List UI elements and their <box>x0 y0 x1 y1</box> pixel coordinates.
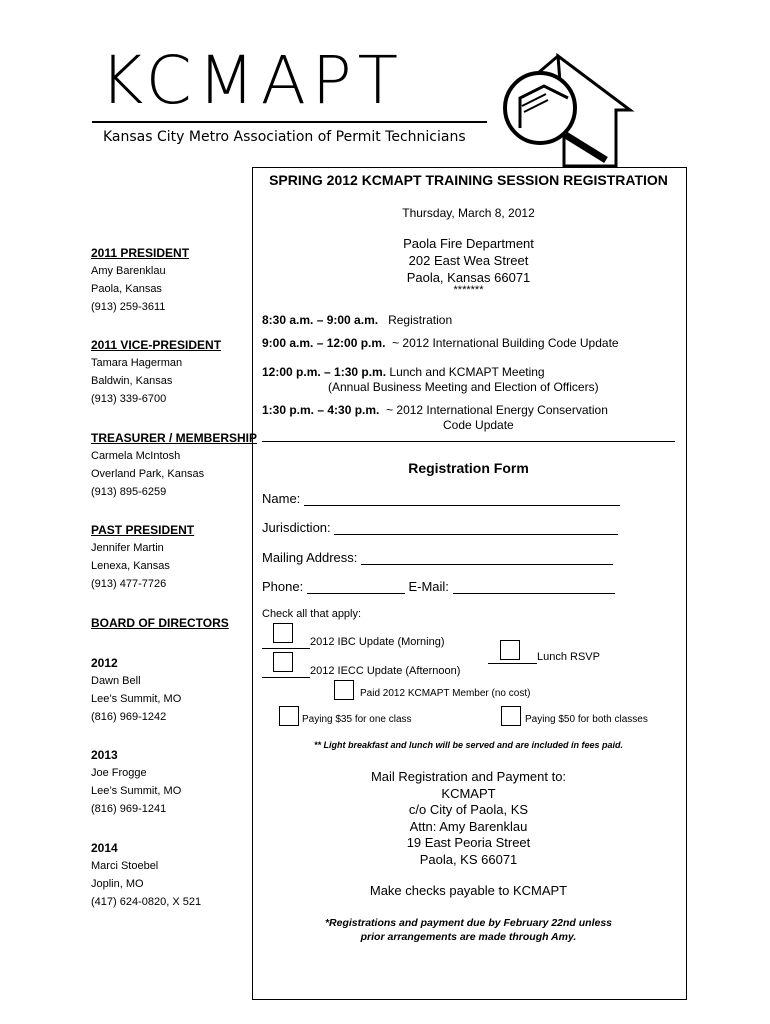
mailing-block <box>262 769 675 868</box>
mail-line-5: 19 East Peoria Street <box>406 835 531 850</box>
mail-line-6: Paola, KS 66071 <box>419 851 518 867</box>
mail-line-1: Mail Registration and Payment to: <box>370 769 567 784</box>
past-president-heading: PAST PRESIDENT <box>91 523 195 537</box>
venue-name: Paola Fire Department <box>403 236 534 251</box>
schedule-desc-3: Lunch and KCMAPT Meeting <box>389 365 545 379</box>
schedule-desc-4: ~ 2012 International Energy Conservation <box>386 403 608 417</box>
president-city: Paola, Kansas <box>91 283 162 295</box>
board-2014-block <box>91 839 251 911</box>
treasurer-heading: TREASURER / MEMBERSHIP <box>91 431 258 445</box>
schedule-desc-4b: Code Update <box>443 418 514 432</box>
ibc-underline <box>262 648 310 649</box>
schedule-desc-3b: (Annual Business Meeting and Election of Officers) <box>328 380 599 394</box>
board-2014-name: Marci Stoebel <box>91 860 159 872</box>
board-2014-phone: (417) 624-0820, X 521 <box>91 896 202 908</box>
board-2012-year: 2012 <box>91 656 118 670</box>
treasurer-block <box>91 429 261 501</box>
schedule-time-2: 9:00 a.m. – 12:00 p.m. <box>262 336 386 350</box>
member-option-label: Paid 2012 KCMAPT Member (no cost) <box>360 688 531 699</box>
venue-city: Paola, Kansas 66071 <box>406 270 531 285</box>
phone-email-row <box>262 579 615 594</box>
schedule-row-4 <box>262 403 608 417</box>
vice-president-heading: 2011 VICE-PRESIDENT <box>91 338 222 352</box>
phone-field[interactable] <box>307 579 405 594</box>
pay-50-checkbox[interactable] <box>501 706 521 726</box>
board-2013-year: 2013 <box>91 748 118 762</box>
check-all-label: Check all that apply: <box>262 608 362 620</box>
vice-president-city: Baldwin, Kansas <box>91 375 173 387</box>
board-2012-block <box>91 654 251 726</box>
iecc-underline <box>262 677 310 678</box>
mail-line-4: Attn: Amy Barenklau <box>409 818 528 834</box>
board-2014-year: 2014 <box>91 841 118 855</box>
form-heading: Registration Form <box>408 460 529 476</box>
pay-35-checkbox[interactable] <box>279 706 299 726</box>
mail-line-3: c/o City of Paola, KS <box>408 802 529 817</box>
name-row <box>262 491 620 506</box>
house-magnifier-logo-icon <box>498 48 703 168</box>
lunch-underline <box>488 663 537 664</box>
name-field[interactable] <box>304 491 620 506</box>
board-2013-phone: (816) 969-1241 <box>91 803 167 815</box>
past-president-city: Lenexa, Kansas <box>91 560 170 572</box>
logo-rule <box>92 121 487 123</box>
event-date: Thursday, March 8, 2012 <box>402 206 535 220</box>
schedule-desc-2: ~ 2012 International Building Code Update <box>392 336 619 350</box>
email-field[interactable] <box>453 579 615 594</box>
board-2012-phone: (816) 969-1242 <box>91 711 167 723</box>
president-name: Amy Barenklau <box>91 265 166 277</box>
past-president-phone: (913) 477-7726 <box>91 578 167 590</box>
mailing-address-field[interactable] <box>361 550 613 565</box>
schedule-desc-1: Registration <box>388 313 453 327</box>
venue-block <box>262 235 675 286</box>
mailing-row <box>262 550 613 565</box>
lunch-option-label: Lunch RSVP <box>537 651 600 663</box>
iecc-option-label: 2012 IECC Update (Afternoon) <box>310 665 461 677</box>
checks-payable: Make checks payable to KCMAPT <box>369 883 568 898</box>
vice-president-block <box>91 336 251 408</box>
lunch-checkbox[interactable] <box>500 640 520 660</box>
due-line-1: *Registrations and payment due by February 22nd unless <box>324 917 613 929</box>
venue-street: 202 East Wea Street <box>408 253 529 268</box>
board-2013-city: Lee’s Summit, MO <box>91 785 182 797</box>
mail-line-2: KCMAPT <box>441 785 496 801</box>
jurisdiction-label: Jurisdiction: <box>262 520 331 535</box>
board-2012-name: Dawn Bell <box>91 675 141 687</box>
email-label: E-Mail: <box>408 579 449 594</box>
due-line-2: prior arrangements are made through Amy. <box>360 931 577 943</box>
past-president-block <box>91 521 251 593</box>
page-title: SPRING 2012 KCMAPT TRAINING SESSION REGISTRATION <box>269 172 668 188</box>
pay-35-label: Paying $35 for one class <box>302 714 412 725</box>
schedule-row-2 <box>262 336 619 350</box>
jurisdiction-field[interactable] <box>334 520 618 535</box>
treasurer-city: Overland Park, Kansas <box>91 468 205 480</box>
board-2012-city: Lee’s Summit, MO <box>91 693 182 705</box>
ibc-checkbox[interactable] <box>273 623 293 643</box>
jurisdiction-row <box>262 520 618 535</box>
fees-note: ** Light breakfast and lunch will be served and are included in fees paid. <box>313 740 624 750</box>
board-2013-block <box>91 746 251 818</box>
board-block <box>91 614 251 632</box>
pay-50-label: Paying $50 for both classes <box>525 714 648 725</box>
ibc-option-label: 2012 IBC Update (Morning) <box>310 636 445 648</box>
schedule-time-1: 8:30 a.m. – 9:00 a.m. <box>262 313 379 327</box>
president-phone: (913) 259-3611 <box>91 301 166 313</box>
phone-label: Phone: <box>262 579 304 594</box>
schedule-row-3 <box>262 365 545 379</box>
section-divider <box>262 441 675 442</box>
logo-subtitle: Kansas City Metro Association of Permit Technicians <box>103 129 466 145</box>
treasurer-name: Carmela McIntosh <box>91 450 181 462</box>
name-label: Name: <box>262 491 301 506</box>
schedule-time-4: 1:30 p.m. – 4:30 p.m. <box>262 403 380 417</box>
treasurer-phone: (913) 895-6259 <box>91 486 167 498</box>
board-2014-city: Joplin, MO <box>91 878 144 890</box>
board-heading: BOARD OF DIRECTORS <box>91 616 229 630</box>
member-checkbox[interactable] <box>334 680 354 700</box>
separator-stars: ******* <box>453 284 484 296</box>
mailing-label: Mailing Address: <box>262 550 358 565</box>
logo-title: KCMAPT <box>100 42 404 119</box>
due-note <box>262 916 675 944</box>
president-heading: 2011 PRESIDENT <box>91 246 190 260</box>
iecc-checkbox[interactable] <box>273 652 293 672</box>
board-2013-name: Joe Frogge <box>91 767 147 779</box>
vice-president-phone: (913) 339-6700 <box>91 393 167 405</box>
schedule-row-1 <box>262 313 452 327</box>
vice-president-name: Tamara Hagerman <box>91 357 183 369</box>
sidebar <box>91 244 251 316</box>
past-president-name: Jennifer Martin <box>91 542 164 554</box>
schedule-time-3: 12:00 p.m. – 1:30 p.m. <box>262 365 387 379</box>
